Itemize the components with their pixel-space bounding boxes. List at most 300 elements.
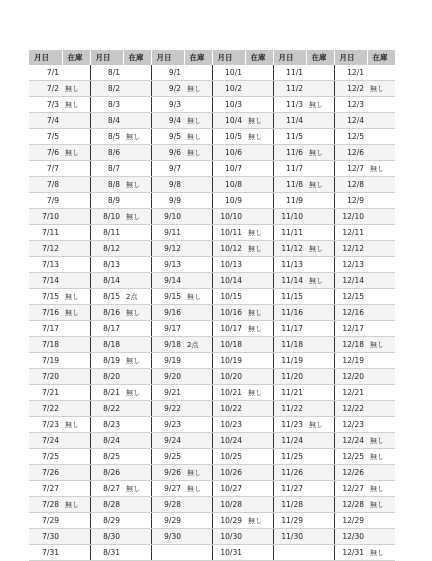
stock-cell: 無し xyxy=(123,129,151,145)
stock-cell xyxy=(62,129,90,145)
date-cell: 12/16 xyxy=(334,305,367,321)
table-row xyxy=(29,193,395,209)
table-row xyxy=(29,353,395,369)
table-row xyxy=(29,177,395,193)
date-cell: 7/31 xyxy=(29,545,62,561)
table-row xyxy=(29,401,395,417)
date-cell: 7/20 xyxy=(29,369,62,385)
table-row xyxy=(29,81,395,97)
date-cell: 10/2 xyxy=(212,81,245,97)
date-cell: 12/18 xyxy=(334,337,367,353)
stock-cell xyxy=(184,225,212,241)
date-cell: 10/31 xyxy=(212,545,245,561)
date-cell: 10/4 xyxy=(212,113,245,129)
date-cell: 11/18 xyxy=(273,337,306,353)
stock-cell xyxy=(245,353,273,369)
stock-cell xyxy=(245,161,273,177)
date-cell: 12/30 xyxy=(334,529,367,545)
date-cell: 9/1 xyxy=(151,65,184,81)
date-cell: 12/8 xyxy=(334,177,367,193)
table-row xyxy=(29,529,395,545)
stock-cell: 無し xyxy=(62,289,90,305)
stock-cell xyxy=(306,481,334,497)
stock-cell xyxy=(62,241,90,257)
table-row xyxy=(29,385,395,401)
stock-cell xyxy=(306,369,334,385)
stock-cell: 無し xyxy=(367,337,395,353)
date-cell: 11/13 xyxy=(273,257,306,273)
date-cell: 7/9 xyxy=(29,193,62,209)
date-cell: 11/30 xyxy=(273,529,306,545)
stock-column-header: 在庫 xyxy=(367,50,395,65)
date-cell: 8/29 xyxy=(90,513,123,529)
date-cell: 7/10 xyxy=(29,209,62,225)
stock-cell: 無し xyxy=(367,497,395,513)
date-cell: 12/9 xyxy=(334,193,367,209)
date-cell xyxy=(151,545,184,561)
stock-cell xyxy=(62,353,90,369)
date-cell: 8/8 xyxy=(90,177,123,193)
stock-cell xyxy=(245,433,273,449)
date-cell: 10/28 xyxy=(212,497,245,513)
date-column-header: 月日 xyxy=(273,50,306,65)
date-cell: 8/30 xyxy=(90,529,123,545)
stock-cell xyxy=(184,65,212,81)
date-cell: 10/27 xyxy=(212,481,245,497)
table-row xyxy=(29,337,395,353)
stock-cell xyxy=(306,529,334,545)
stock-cell xyxy=(367,369,395,385)
stock-cell: 無し xyxy=(245,513,273,529)
date-cell: 11/17 xyxy=(273,321,306,337)
date-cell: 10/24 xyxy=(212,433,245,449)
date-column-header: 月日 xyxy=(29,50,62,65)
date-cell: 10/17 xyxy=(212,321,245,337)
stock-cell: 無し xyxy=(245,129,273,145)
stock-cell: 無し xyxy=(184,113,212,129)
table-row xyxy=(29,257,395,273)
stock-cell: 無し xyxy=(184,289,212,305)
stock-cell xyxy=(367,225,395,241)
stock-column-header: 在庫 xyxy=(245,50,273,65)
stock-cell xyxy=(245,257,273,273)
stock-cell xyxy=(306,81,334,97)
stock-cell xyxy=(123,465,151,481)
stock-cell xyxy=(367,401,395,417)
date-cell: 10/23 xyxy=(212,417,245,433)
stock-cell xyxy=(62,385,90,401)
stock-cell xyxy=(123,545,151,561)
stock-cell xyxy=(245,545,273,561)
date-cell: 12/17 xyxy=(334,321,367,337)
stock-cell: 無し xyxy=(184,129,212,145)
stock-column-header: 在庫 xyxy=(62,50,90,65)
stock-cell: 無し xyxy=(245,241,273,257)
date-cell: 9/29 xyxy=(151,513,184,529)
stock-cell xyxy=(245,145,273,161)
stock-cell xyxy=(306,257,334,273)
date-cell: 11/23 xyxy=(273,417,306,433)
date-cell: 8/23 xyxy=(90,417,123,433)
date-cell: 7/29 xyxy=(29,513,62,529)
stock-cell: 無し xyxy=(184,481,212,497)
stock-cell xyxy=(184,97,212,113)
stock-cell xyxy=(306,449,334,465)
date-cell: 12/13 xyxy=(334,257,367,273)
stock-cell xyxy=(123,417,151,433)
stock-cell xyxy=(367,385,395,401)
stock-cell: 無し xyxy=(123,305,151,321)
stock-cell xyxy=(62,209,90,225)
date-cell: 8/19 xyxy=(90,353,123,369)
date-cell: 10/26 xyxy=(212,465,245,481)
stock-cell xyxy=(306,513,334,529)
stock-cell xyxy=(367,113,395,129)
table-row xyxy=(29,225,395,241)
stock-cell xyxy=(367,257,395,273)
date-cell: 9/24 xyxy=(151,433,184,449)
stock-cell: 無し xyxy=(123,209,151,225)
stock-cell xyxy=(123,433,151,449)
date-cell: 7/14 xyxy=(29,273,62,289)
stock-column-header: 在庫 xyxy=(184,50,212,65)
date-cell: 12/23 xyxy=(334,417,367,433)
date-cell: 11/11 xyxy=(273,225,306,241)
date-cell: 7/23 xyxy=(29,417,62,433)
date-cell: 8/18 xyxy=(90,337,123,353)
date-cell: 8/25 xyxy=(90,449,123,465)
date-cell: 7/28 xyxy=(29,497,62,513)
stock-cell xyxy=(62,225,90,241)
table-row xyxy=(29,289,395,305)
stock-cell: 無し xyxy=(123,353,151,369)
date-cell: 10/3 xyxy=(212,97,245,113)
date-cell: 9/10 xyxy=(151,209,184,225)
stock-cell xyxy=(184,193,212,209)
stock-cell xyxy=(367,145,395,161)
stock-cell xyxy=(306,113,334,129)
stock-cell xyxy=(62,337,90,353)
stock-cell xyxy=(245,209,273,225)
date-cell: 10/16 xyxy=(212,305,245,321)
date-cell: 7/18 xyxy=(29,337,62,353)
table-row xyxy=(29,209,395,225)
stock-cell xyxy=(245,177,273,193)
date-cell: 7/26 xyxy=(29,465,62,481)
stock-cell xyxy=(367,465,395,481)
date-cell: 10/29 xyxy=(212,513,245,529)
stock-cell xyxy=(306,337,334,353)
stock-cell xyxy=(245,497,273,513)
date-cell: 12/7 xyxy=(334,161,367,177)
date-cell: 9/8 xyxy=(151,177,184,193)
date-cell: 12/3 xyxy=(334,97,367,113)
stock-cell xyxy=(184,369,212,385)
stock-cell: 無し xyxy=(306,273,334,289)
date-column-header: 月日 xyxy=(151,50,184,65)
date-cell: 8/9 xyxy=(90,193,123,209)
date-cell: 8/13 xyxy=(90,257,123,273)
date-cell: 10/6 xyxy=(212,145,245,161)
date-cell: 8/10 xyxy=(90,209,123,225)
stock-cell xyxy=(184,177,212,193)
stock-cell xyxy=(62,113,90,129)
date-cell: 9/21 xyxy=(151,385,184,401)
date-cell: 8/12 xyxy=(90,241,123,257)
date-cell: 8/11 xyxy=(90,225,123,241)
date-cell: 7/5 xyxy=(29,129,62,145)
stock-cell: 無し xyxy=(245,321,273,337)
stock-cell xyxy=(306,385,334,401)
date-cell: 11/24 xyxy=(273,433,306,449)
date-cell: 9/5 xyxy=(151,129,184,145)
stock-cell xyxy=(123,97,151,113)
stock-cell: 2点 xyxy=(123,289,151,305)
date-cell: 9/9 xyxy=(151,193,184,209)
date-cell: 11/12 xyxy=(273,241,306,257)
date-cell: 7/3 xyxy=(29,97,62,113)
date-cell: 7/7 xyxy=(29,161,62,177)
date-cell: 7/6 xyxy=(29,145,62,161)
date-cell: 10/21 xyxy=(212,385,245,401)
date-cell: 8/15 xyxy=(90,289,123,305)
date-cell: 9/18 xyxy=(151,337,184,353)
date-cell: 9/25 xyxy=(151,449,184,465)
stock-cell xyxy=(184,529,212,545)
stock-cell xyxy=(62,369,90,385)
table-row xyxy=(29,145,395,161)
date-cell: 12/19 xyxy=(334,353,367,369)
stock-cell xyxy=(62,481,90,497)
stock-cell xyxy=(245,97,273,113)
date-cell: 10/15 xyxy=(212,289,245,305)
date-cell: 12/15 xyxy=(334,289,367,305)
stock-cell xyxy=(123,337,151,353)
date-cell: 10/10 xyxy=(212,209,245,225)
stock-cell xyxy=(367,353,395,369)
date-cell: 8/17 xyxy=(90,321,123,337)
stock-cell xyxy=(123,401,151,417)
date-cell: 9/20 xyxy=(151,369,184,385)
date-cell: 11/15 xyxy=(273,289,306,305)
stock-cell xyxy=(367,273,395,289)
stock-cell xyxy=(123,449,151,465)
stock-cell xyxy=(367,529,395,545)
header-row xyxy=(29,50,395,65)
date-cell: 12/22 xyxy=(334,401,367,417)
stock-cell xyxy=(306,433,334,449)
stock-cell xyxy=(306,353,334,369)
table-row xyxy=(29,497,395,513)
date-cell: 11/20 xyxy=(273,369,306,385)
date-cell: 7/25 xyxy=(29,449,62,465)
stock-cell xyxy=(245,65,273,81)
date-cell: 11/25 xyxy=(273,449,306,465)
stock-cell xyxy=(184,241,212,257)
stock-cell: 無し xyxy=(123,385,151,401)
date-cell: 12/4 xyxy=(334,113,367,129)
stock-cell xyxy=(62,465,90,481)
stock-column-header: 在庫 xyxy=(123,50,151,65)
date-cell: 12/10 xyxy=(334,209,367,225)
stock-cell xyxy=(245,273,273,289)
date-cell: 9/22 xyxy=(151,401,184,417)
stock-cell xyxy=(184,321,212,337)
date-cell: 10/7 xyxy=(212,161,245,177)
stock-cell: 無し xyxy=(184,465,212,481)
stock-cell: 無し xyxy=(62,145,90,161)
stock-cell: 無し xyxy=(306,177,334,193)
stock-cell xyxy=(306,161,334,177)
date-cell: 12/24 xyxy=(334,433,367,449)
stock-cell xyxy=(123,241,151,257)
date-cell: 10/22 xyxy=(212,401,245,417)
stock-cell xyxy=(245,481,273,497)
date-cell: 10/19 xyxy=(212,353,245,369)
stock-cell xyxy=(123,513,151,529)
date-cell: 7/21 xyxy=(29,385,62,401)
stock-cell xyxy=(306,289,334,305)
date-cell: 7/2 xyxy=(29,81,62,97)
date-cell: 12/21 xyxy=(334,385,367,401)
date-cell: 10/20 xyxy=(212,369,245,385)
stock-cell xyxy=(184,209,212,225)
stock-cell: 無し xyxy=(123,177,151,193)
stock-cell xyxy=(184,385,212,401)
table-row xyxy=(29,433,395,449)
date-cell: 9/11 xyxy=(151,225,184,241)
stock-cell: 無し xyxy=(367,545,395,561)
date-cell: 7/4 xyxy=(29,113,62,129)
stock-cell xyxy=(184,305,212,321)
stock-cell: 無し xyxy=(367,449,395,465)
date-cell: 7/12 xyxy=(29,241,62,257)
date-cell: 10/8 xyxy=(212,177,245,193)
date-cell: 12/28 xyxy=(334,497,367,513)
date-cell: 10/9 xyxy=(212,193,245,209)
date-cell: 11/6 xyxy=(273,145,306,161)
stock-cell xyxy=(123,497,151,513)
date-cell: 9/27 xyxy=(151,481,184,497)
table-row xyxy=(29,481,395,497)
table-row xyxy=(29,305,395,321)
stock-cell xyxy=(62,321,90,337)
stock-column-header: 在庫 xyxy=(306,50,334,65)
date-cell: 7/22 xyxy=(29,401,62,417)
date-cell: 11/5 xyxy=(273,129,306,145)
date-cell: 9/26 xyxy=(151,465,184,481)
date-cell: 12/25 xyxy=(334,449,367,465)
stock-cell xyxy=(184,417,212,433)
date-cell: 8/22 xyxy=(90,401,123,417)
date-cell: 10/13 xyxy=(212,257,245,273)
date-cell: 8/28 xyxy=(90,497,123,513)
date-cell: 11/3 xyxy=(273,97,306,113)
date-cell: 8/27 xyxy=(90,481,123,497)
stock-cell: 無し xyxy=(123,481,151,497)
stock-cell: 無し xyxy=(245,225,273,241)
stock-cell xyxy=(62,401,90,417)
stock-cell xyxy=(62,273,90,289)
stock-cell xyxy=(367,241,395,257)
stock-cell xyxy=(184,401,212,417)
stock-cell xyxy=(367,177,395,193)
table-row xyxy=(29,97,395,113)
stock-cell xyxy=(62,449,90,465)
date-cell: 9/3 xyxy=(151,97,184,113)
date-cell: 12/26 xyxy=(334,465,367,481)
stock-cell xyxy=(306,545,334,561)
stock-cell: 無し xyxy=(184,81,212,97)
table-body xyxy=(29,65,395,561)
stock-cell xyxy=(184,497,212,513)
date-cell: 7/24 xyxy=(29,433,62,449)
date-cell: 10/1 xyxy=(212,65,245,81)
stock-cell xyxy=(367,417,395,433)
date-cell: 10/30 xyxy=(212,529,245,545)
stock-cell xyxy=(184,273,212,289)
stock-table xyxy=(29,50,396,561)
stock-cell xyxy=(123,65,151,81)
table-row xyxy=(29,161,395,177)
stock-cell xyxy=(306,401,334,417)
stock-cell: 無し xyxy=(62,305,90,321)
date-cell: 7/15 xyxy=(29,289,62,305)
date-cell xyxy=(273,545,306,561)
date-cell: 8/31 xyxy=(90,545,123,561)
date-cell: 8/7 xyxy=(90,161,123,177)
stock-cell: 無し xyxy=(306,145,334,161)
date-cell: 12/29 xyxy=(334,513,367,529)
date-cell: 8/21 xyxy=(90,385,123,401)
date-cell: 11/19 xyxy=(273,353,306,369)
stock-cell xyxy=(245,401,273,417)
date-cell: 7/11 xyxy=(29,225,62,241)
stock-cell: 無し xyxy=(62,417,90,433)
date-cell: 12/6 xyxy=(334,145,367,161)
stock-cell xyxy=(367,289,395,305)
stock-cell xyxy=(306,65,334,81)
stock-cell: 無し xyxy=(306,417,334,433)
table-row xyxy=(29,273,395,289)
date-cell: 12/27 xyxy=(334,481,367,497)
stock-cell xyxy=(306,321,334,337)
stock-cell xyxy=(62,177,90,193)
stock-cell xyxy=(367,209,395,225)
stock-cell xyxy=(245,81,273,97)
date-cell: 10/14 xyxy=(212,273,245,289)
stock-cell xyxy=(367,321,395,337)
stock-cell xyxy=(62,65,90,81)
stock-cell: 無し xyxy=(245,113,273,129)
date-cell: 12/2 xyxy=(334,81,367,97)
date-cell: 9/15 xyxy=(151,289,184,305)
stock-cell xyxy=(62,433,90,449)
stock-cell xyxy=(245,465,273,481)
date-cell: 11/21 xyxy=(273,385,306,401)
stock-cell xyxy=(184,545,212,561)
date-cell: 12/12 xyxy=(334,241,367,257)
date-cell: 9/13 xyxy=(151,257,184,273)
date-cell: 11/8 xyxy=(273,177,306,193)
date-cell: 11/2 xyxy=(273,81,306,97)
table-row xyxy=(29,449,395,465)
date-cell: 7/16 xyxy=(29,305,62,321)
stock-cell: 無し xyxy=(367,481,395,497)
stock-cell xyxy=(123,321,151,337)
date-cell: 11/28 xyxy=(273,497,306,513)
stock-cell xyxy=(367,193,395,209)
